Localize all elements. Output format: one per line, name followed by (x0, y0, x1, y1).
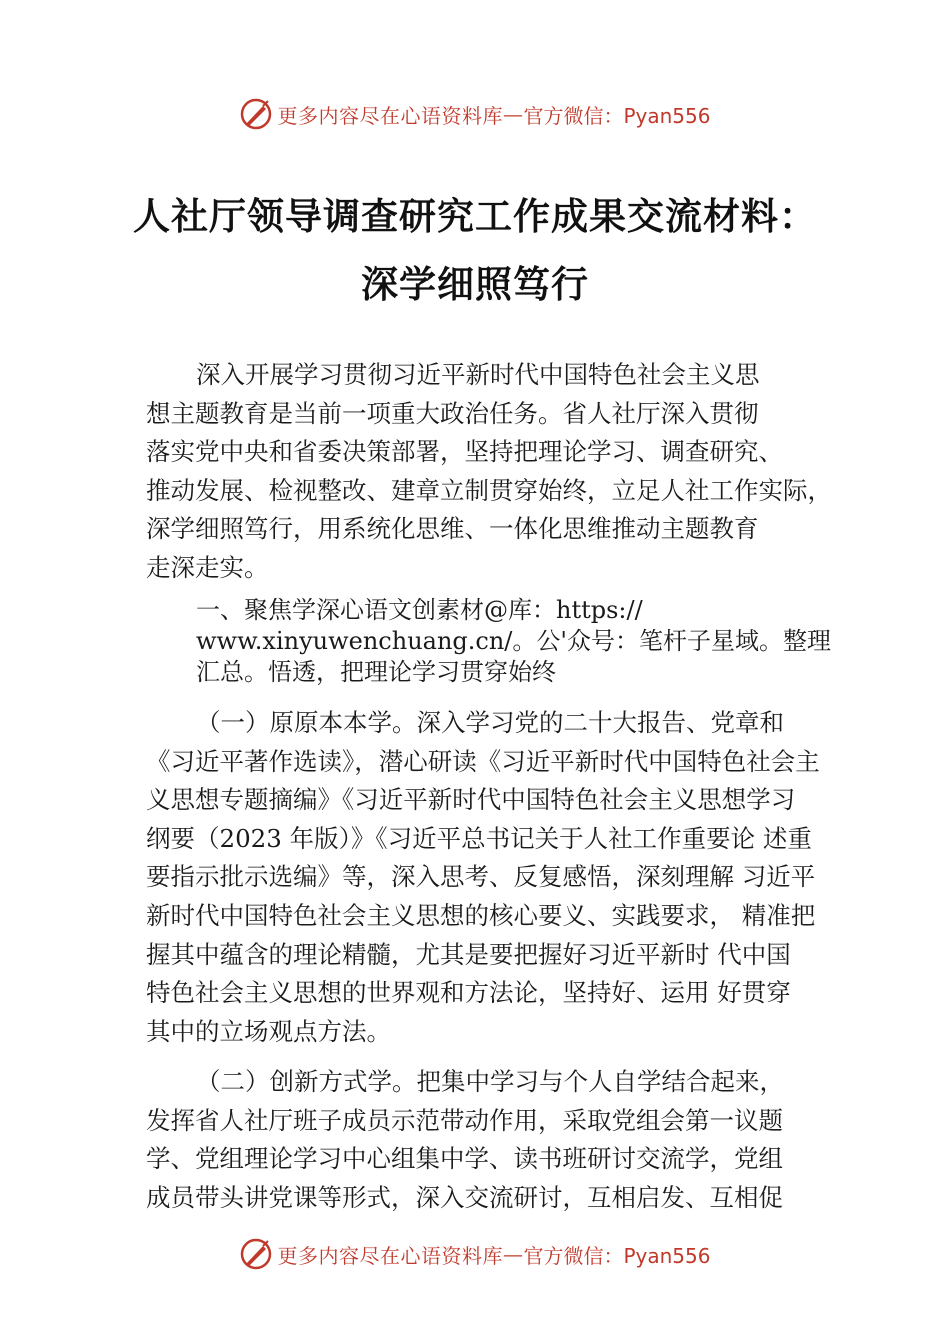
watermark-brand: 更多内容尽在心语资料库 (277, 1243, 503, 1268)
heading-line: 汇总。悟透，把理论学习贯穿始终 (196, 658, 556, 686)
watermark-footer (0, 1234, 950, 1274)
text-line: 纲要（2023 年版）》《习近平总书记关于人社工作重要论 述重 (146, 823, 812, 853)
heading-line: 一、聚焦学深心语文创素材@库：https:// (196, 596, 643, 624)
document-subtitle: 深学细照笃行 (361, 262, 589, 306)
section-heading (196, 595, 836, 688)
text-line: 特色社会主义思想的世界观和方法论，坚持好、运用 好贯穿 (146, 978, 791, 1008)
text-line: 想主题教育是当前一项重大政治任务。省人社厅深入贯彻 (146, 398, 759, 428)
text-line: 深学细照笃行，用系统化思维、一体化思维推动主题教育 (146, 514, 759, 544)
text-line: 发挥省人社厅班子成员示范带动作用，采取党组会第一议题 (146, 1105, 783, 1135)
watermark-separator: — (502, 102, 524, 126)
intro-paragraph (146, 356, 836, 588)
text-line: 握其中蕴含的理论精髓，尤其是要把握好习近平新时 代中国 (146, 939, 791, 969)
text-line: 成员带头讲党课等形式，深入交流研讨，互相启发、互相促 (146, 1182, 783, 1212)
heading-line: www.xinyuwenchuang.cn/。公'众号：笔杆子星域。整理 (196, 627, 831, 655)
text-line: 深入开展学习贯彻习近平新时代中国特色社会主义思 (196, 360, 760, 389)
text-line: 其中的立场观点方法。 (146, 1016, 391, 1046)
watermark-header (0, 94, 950, 134)
watermark-contact: 官方微信：Pyan556 (523, 103, 711, 128)
subsection-paragraph-1 (146, 704, 836, 1051)
document-title: 人社厅领导调查研究工作成果交流材料： (133, 194, 817, 238)
text-line: 落实党中央和省委决策部署，坚持把理论学习、调查研究、 (146, 437, 783, 467)
text-line: 义思想专题摘编》《习近平新时代中国特色社会主义思想学习 (146, 785, 796, 815)
text-line: （一）原原本本学。深入学习党的二十大报告、党章和 (196, 708, 784, 737)
subsection-paragraph-2 (146, 1063, 836, 1217)
text-line: 《习近平著作选读》，潜心研读《习近平新时代中国特色社会主 (146, 746, 820, 776)
pen-seal-icon (239, 1237, 273, 1271)
text-line: 要指示批示选编》等，深入思考、反复感悟，深刻理解 习近平 (146, 862, 816, 892)
watermark-contact: 官方微信：Pyan556 (523, 1243, 711, 1268)
text-line: 学、党组理论学习中心组集中学、读书班研讨交流学，党组 (146, 1144, 783, 1174)
text-line: 推动发展、检视整改、建章立制贯穿始终，立足人社工作实际， (146, 475, 832, 505)
pen-seal-icon (239, 97, 273, 131)
text-line: （二）创新方式学。把集中学习与个人自学结合起来， (196, 1067, 784, 1096)
text-line: 新时代中国特色社会主义思想的核心要义、实践要求， 精准把 (146, 900, 816, 930)
text-line: 走深走实。 (146, 552, 269, 582)
watermark-separator: — (502, 1242, 524, 1266)
watermark-brand: 更多内容尽在心语资料库 (277, 103, 503, 128)
